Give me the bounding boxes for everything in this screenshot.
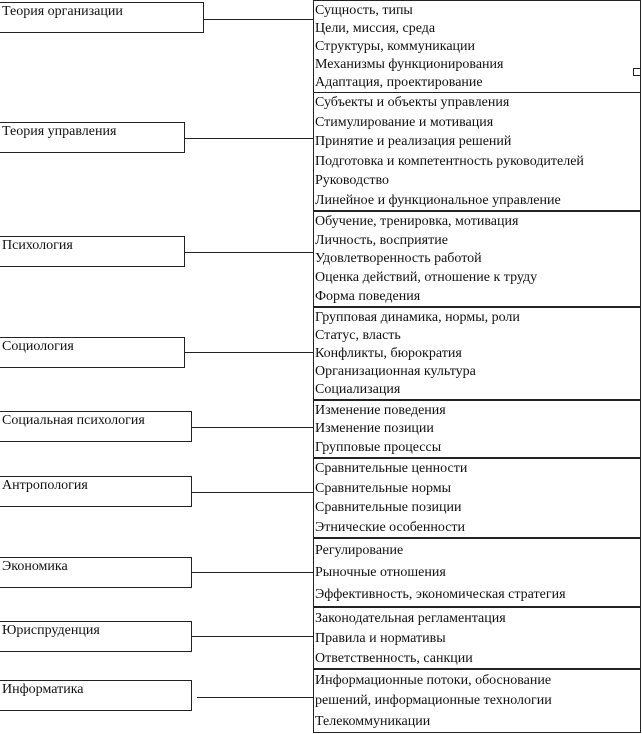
topic-item: Информационные потоки, обоснование [315, 672, 552, 688]
topic-item: Субъекты и объекты управления [315, 95, 510, 111]
connector-line [192, 572, 313, 573]
topic-item: Регулирование [315, 542, 404, 558]
topic-item: Сравнительные ценности [315, 461, 468, 477]
topic-item: Рыночные отношения [315, 564, 446, 580]
topics-group [313, 0, 641, 93]
connector-line [192, 492, 313, 493]
discipline-box: Информатика [0, 680, 192, 711]
connector-line [185, 252, 313, 253]
topic-item: Групповые процессы [315, 440, 442, 456]
topic-item: Руководство [315, 173, 389, 189]
topic-item: Конфликты, бюрократия [315, 345, 462, 361]
topic-item: Сравнительные нормы [315, 480, 452, 496]
topics-group [313, 307, 641, 400]
topic-item: Этнические особенности [315, 519, 466, 535]
topic-item: Изменение позиции [315, 421, 434, 437]
topic-item: Цели, миссия, среда [315, 20, 436, 36]
topic-item: Форма поведения [315, 289, 421, 305]
topic-item: Правила и нормативы [315, 630, 446, 646]
topic-item: Социализация [315, 382, 401, 398]
topic-item: Телекоммуникации [315, 714, 431, 730]
topic-item: решений, информационные технологии [315, 693, 552, 709]
discipline-box: Социология [0, 337, 185, 368]
topics-group [313, 400, 641, 458]
topic-item: Обучение, тренировка, мотивация [315, 213, 519, 229]
topics-group [313, 458, 641, 538]
topic-item: Оценка действий, отношение к труду [315, 270, 538, 286]
discipline-box: Социальная психология [0, 411, 192, 442]
topics-group [313, 92, 641, 211]
topic-item: Подготовка и компетентность руководителей [315, 153, 584, 169]
topic-item: Групповая динамика, нормы, роли [315, 309, 520, 325]
connector-line [197, 697, 313, 698]
topic-item: Удовлетворенность работой [315, 251, 482, 267]
connector-line [185, 138, 313, 139]
discipline-box: Антропология [0, 476, 192, 507]
topics-group [313, 607, 641, 669]
topic-item: Линейное и функциональное управление [315, 192, 561, 208]
topic-item: Адаптация, проектирование [315, 75, 483, 91]
topic-item: Ответственность, санкции [315, 650, 473, 666]
small-square-marker [633, 68, 641, 76]
topic-item: Принятие и реализация решений [315, 134, 512, 150]
topic-item: Организационная культура [315, 364, 476, 380]
topic-item: Механизмы функционирования [315, 57, 504, 73]
discipline-box: Теория организации [0, 2, 204, 33]
discipline-box: Психология [0, 236, 185, 267]
topic-item: Стимулирование и мотивация [315, 114, 494, 130]
topic-item: Сущность, типы [315, 2, 413, 18]
topic-item: Эффективность, экономическая стратегия [315, 587, 566, 603]
topic-item: Изменение поведения [315, 402, 446, 418]
discipline-box: Экономика [0, 557, 192, 588]
topics-group [313, 669, 641, 733]
discipline-box: Теория управления [0, 122, 185, 153]
connector-line [192, 636, 313, 637]
connector-line [185, 352, 313, 353]
topic-item: Сравнительные позиции [315, 500, 462, 516]
connector-line [204, 19, 313, 20]
connector-line [192, 427, 313, 428]
topic-item: Структуры, коммуникации [315, 38, 476, 54]
topic-item: Законодательная регламентация [315, 610, 506, 626]
topics-group [313, 211, 641, 307]
topic-item: Статус, власть [315, 327, 401, 343]
topics-group [313, 538, 641, 607]
topic-item: Личность, восприятие [315, 232, 448, 248]
discipline-box: Юриспруденция [0, 621, 192, 652]
